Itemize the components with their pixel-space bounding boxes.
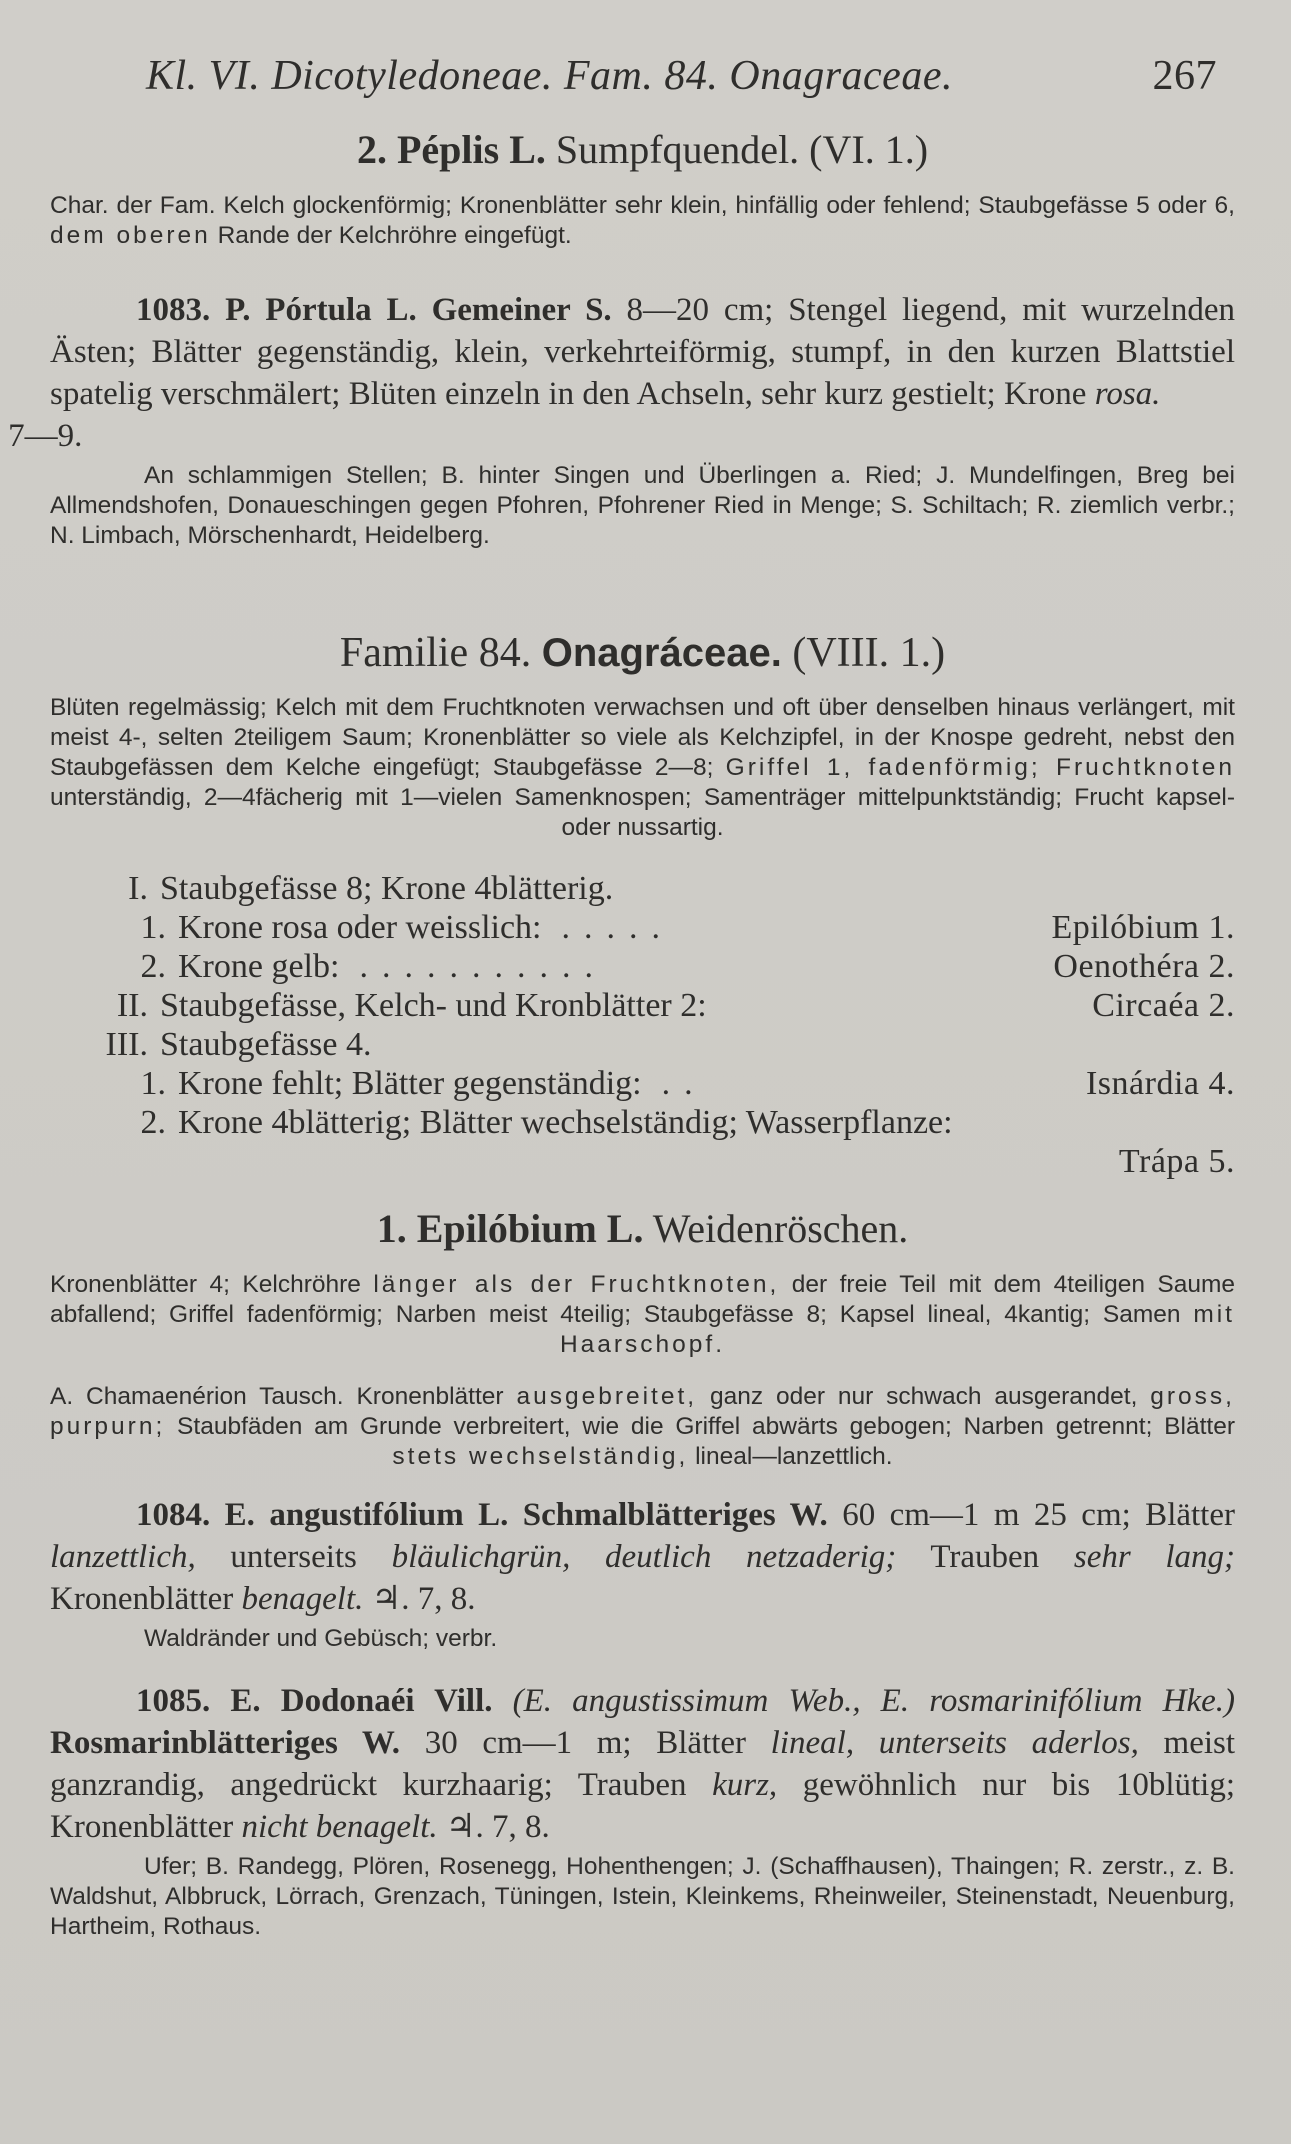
key-number: I.	[128, 870, 148, 907]
key-leader-dots: .....	[561, 909, 675, 946]
species-name: 1084. E. angustifólium L.	[136, 1497, 509, 1533]
species-entry-1084: 1084. E. angustifólium L. Schmalblätteriges W. 60 cm—1 m 25 cm; Blätter lanzettlich, unterseits bläulichgrün, deutlich netzaderig; Trauben sehr lang; Kronenblätter benagelt. ♃. 7, 8.	[50, 1497, 1236, 1617]
key-leader-dots: ..	[661, 1065, 707, 1102]
key-row	[50, 1103, 1235, 1142]
species-entry-1083: 1083. P. Pórtula L. Gemeiner S. 8—20 cm; Stengel liegend, mit wurzelnden Ästen; Blätter gegenständig, klein, verkehrteiförmig, stumpf, in den kurzen Blattstiel spatelig verschmälert; Blüten einzeln in den Achseln, sehr kurz gestielt; Krone rosa. 7—9.	[8, 292, 1235, 454]
locality-1085: Ufer; B. Randegg, Plören, Rosenegg, Hohenthengen; J. (Schaffhausen), Thaingen; R. zerstr., z. B. Waldshut, Albbruck, Lörrach, Grenzach, Tüningen, Istein, Kleinkems, Rheinweiler, Steinenstadt, Neuenburg, Hartheim, Rothaus.	[50, 1853, 1235, 1940]
species-common-name: Rosmarinblätteriges W.	[50, 1725, 401, 1761]
family-name: Onagráceae.	[541, 631, 782, 675]
key-row	[50, 908, 1235, 947]
flowering-months: 7, 8.	[491, 1809, 550, 1845]
key-number: II.	[116, 987, 148, 1024]
running-header	[50, 52, 1235, 100]
key-number: 1.	[140, 909, 166, 946]
flowering-months: 7, 8.	[417, 1581, 476, 1617]
species-name: 1083. P. Pórtula L.	[136, 292, 417, 328]
locality-1084: Waldränder und Gebüsch; verbr.	[144, 1625, 498, 1652]
genus-name: Epilóbium L.	[416, 1206, 644, 1251]
key-text: Krone gelb:	[178, 948, 340, 985]
key-row	[50, 1025, 1235, 1064]
genus-common-name: Weidenröschen.	[652, 1206, 909, 1251]
key-leader-dots: ...........	[359, 948, 607, 985]
key-result-genus: Isnárdia 4.	[1085, 1065, 1235, 1102]
key-result-genus: Trápa 5.	[1118, 1143, 1235, 1180]
species-name: 1085. E. Dodonaéi Vill.	[136, 1683, 493, 1719]
perennial-symbol: ♃.	[445, 1809, 484, 1845]
key-result-genus: Circaéa 2.	[1092, 987, 1235, 1024]
genus-description-peplis: Char. der Fam. Kelch glockenförmig; Kronenblätter sehr klein, hinfällig oder fehlend; Staubgefässe 5 oder 6, dem oberen Rande der Kelchröhre eingefügt.	[50, 192, 1235, 249]
genus-key	[50, 869, 1235, 1181]
key-number: III.	[105, 1026, 148, 1063]
key-row	[50, 869, 1235, 908]
section-description: A. Chamaenérion Tausch. Kronenblätter ausgebreitet, ganz oder nur schwach ausgerandet, gross, purpurn; Staubfäden am Grunde verbreitert, wie die Griffel abwärts gebogen; Narben getrennt; Blätter stets wechselständig, lineal—lanzettlich.	[50, 1383, 1235, 1470]
key-row	[50, 947, 1235, 986]
genus-description-epilobium: Kronenblätter 4; Kelchröhre länger als der Fruchtknoten, der freie Teil mit dem 4teiligen Saume abfallend; Griffel fadenförmig; Narben meist 4teilig; Staubgefässe 8; Kapsel lineal, 4kantig; Samen mit Haarschopf.	[50, 1271, 1236, 1358]
genus-number: 1.	[376, 1206, 407, 1251]
genus-number: 2.	[356, 127, 387, 172]
species-common-name: Gemeiner S.	[431, 292, 612, 328]
key-result-genus: Oenothéra 2.	[1053, 948, 1235, 985]
running-title: Kl. VI. Dicotyledoneae. Fam. 84. Onagraceae.	[146, 53, 953, 99]
perennial-symbol: ♃.	[371, 1581, 410, 1617]
key-text: Krone 4blätterig; Blätter wechselständig; Wasserpflanze:	[178, 1104, 953, 1141]
species-common-name: Schmalblätteriges W.	[522, 1497, 828, 1533]
key-number: 2.	[140, 948, 166, 985]
key-row	[50, 1064, 1235, 1103]
page-number: 267	[1152, 53, 1217, 99]
key-result-genus: Epilóbium 1.	[1051, 909, 1235, 946]
genus-title-epilobium	[50, 1205, 1235, 1252]
key-text: Krone rosa oder weisslich:	[178, 909, 542, 946]
family-description: Blüten regelmässig; Kelch mit dem Fruchtknoten verwachsen und oft über denselben hinaus verlängert, mit meist 4-, selten 2teiligem Saum; Kronenblätter so viele als Kelchzipfel, in der Knospe gedreht, nebst den Staubgefässen dem Kelche eingefügt; Staubgefässe 2—8; Griffel 1, fadenförmig; Fruchtknoten unterständig, 2—4fächerig mit 1—vielen Samenknospen; Samenträger mittelpunktständig; Frucht kapsel- oder nussartig.	[50, 694, 1235, 841]
key-text: Krone fehlt; Blätter gegenständig:	[178, 1065, 642, 1102]
genus-name: Péplis L.	[396, 127, 546, 172]
species-entry-1085: 1085. E. Dodonaéi Vill. (E. angustissimum Web., E. rosmarinifólium Hke.) Rosmarinblätteriges W. 30 cm—1 m; Blätter lineal, unterseits aderlos, meist ganzrandig, angedrückt kurzhaarig; Trauben kurz, gewöhnlich nur bis 10blütig; Kronenblätter nicht benagelt. ♃. 7, 8.	[50, 1683, 1236, 1845]
species-synonyms: (E. angustissimum Web., E. rosmarinifólium Hke.)	[512, 1683, 1236, 1719]
key-number: 2.	[140, 1104, 166, 1141]
key-text: Staubgefässe, Kelch- und Kronblätter 2:	[160, 987, 707, 1024]
genus-common-name: Sumpfquendel. (VI. 1.)	[555, 127, 929, 172]
family-title: Familie 84. Onagráceae. (VIII. 1.)	[339, 630, 946, 676]
locality-1083: An schlammigen Stellen; B. hinter Singen und Überlingen a. Ried; J. Mundelfingen, Breg bei Allmendshofen, Donaueschingen gegen Pfohren, Pfohrener Ried in Menge; S. Schiltach; R. ziemlich verbr.; N. Limbach, Mörschenhardt, Heidelberg.	[50, 462, 1235, 549]
key-row	[50, 986, 1235, 1025]
flowering-months: 7—9.	[8, 418, 83, 454]
key-text: Staubgefässe 4.	[160, 1026, 372, 1063]
genus-title-peplis	[50, 126, 1235, 173]
key-number: 1.	[140, 1065, 166, 1102]
key-text: Staubgefässe 8; Krone 4blätterig.	[160, 870, 614, 907]
